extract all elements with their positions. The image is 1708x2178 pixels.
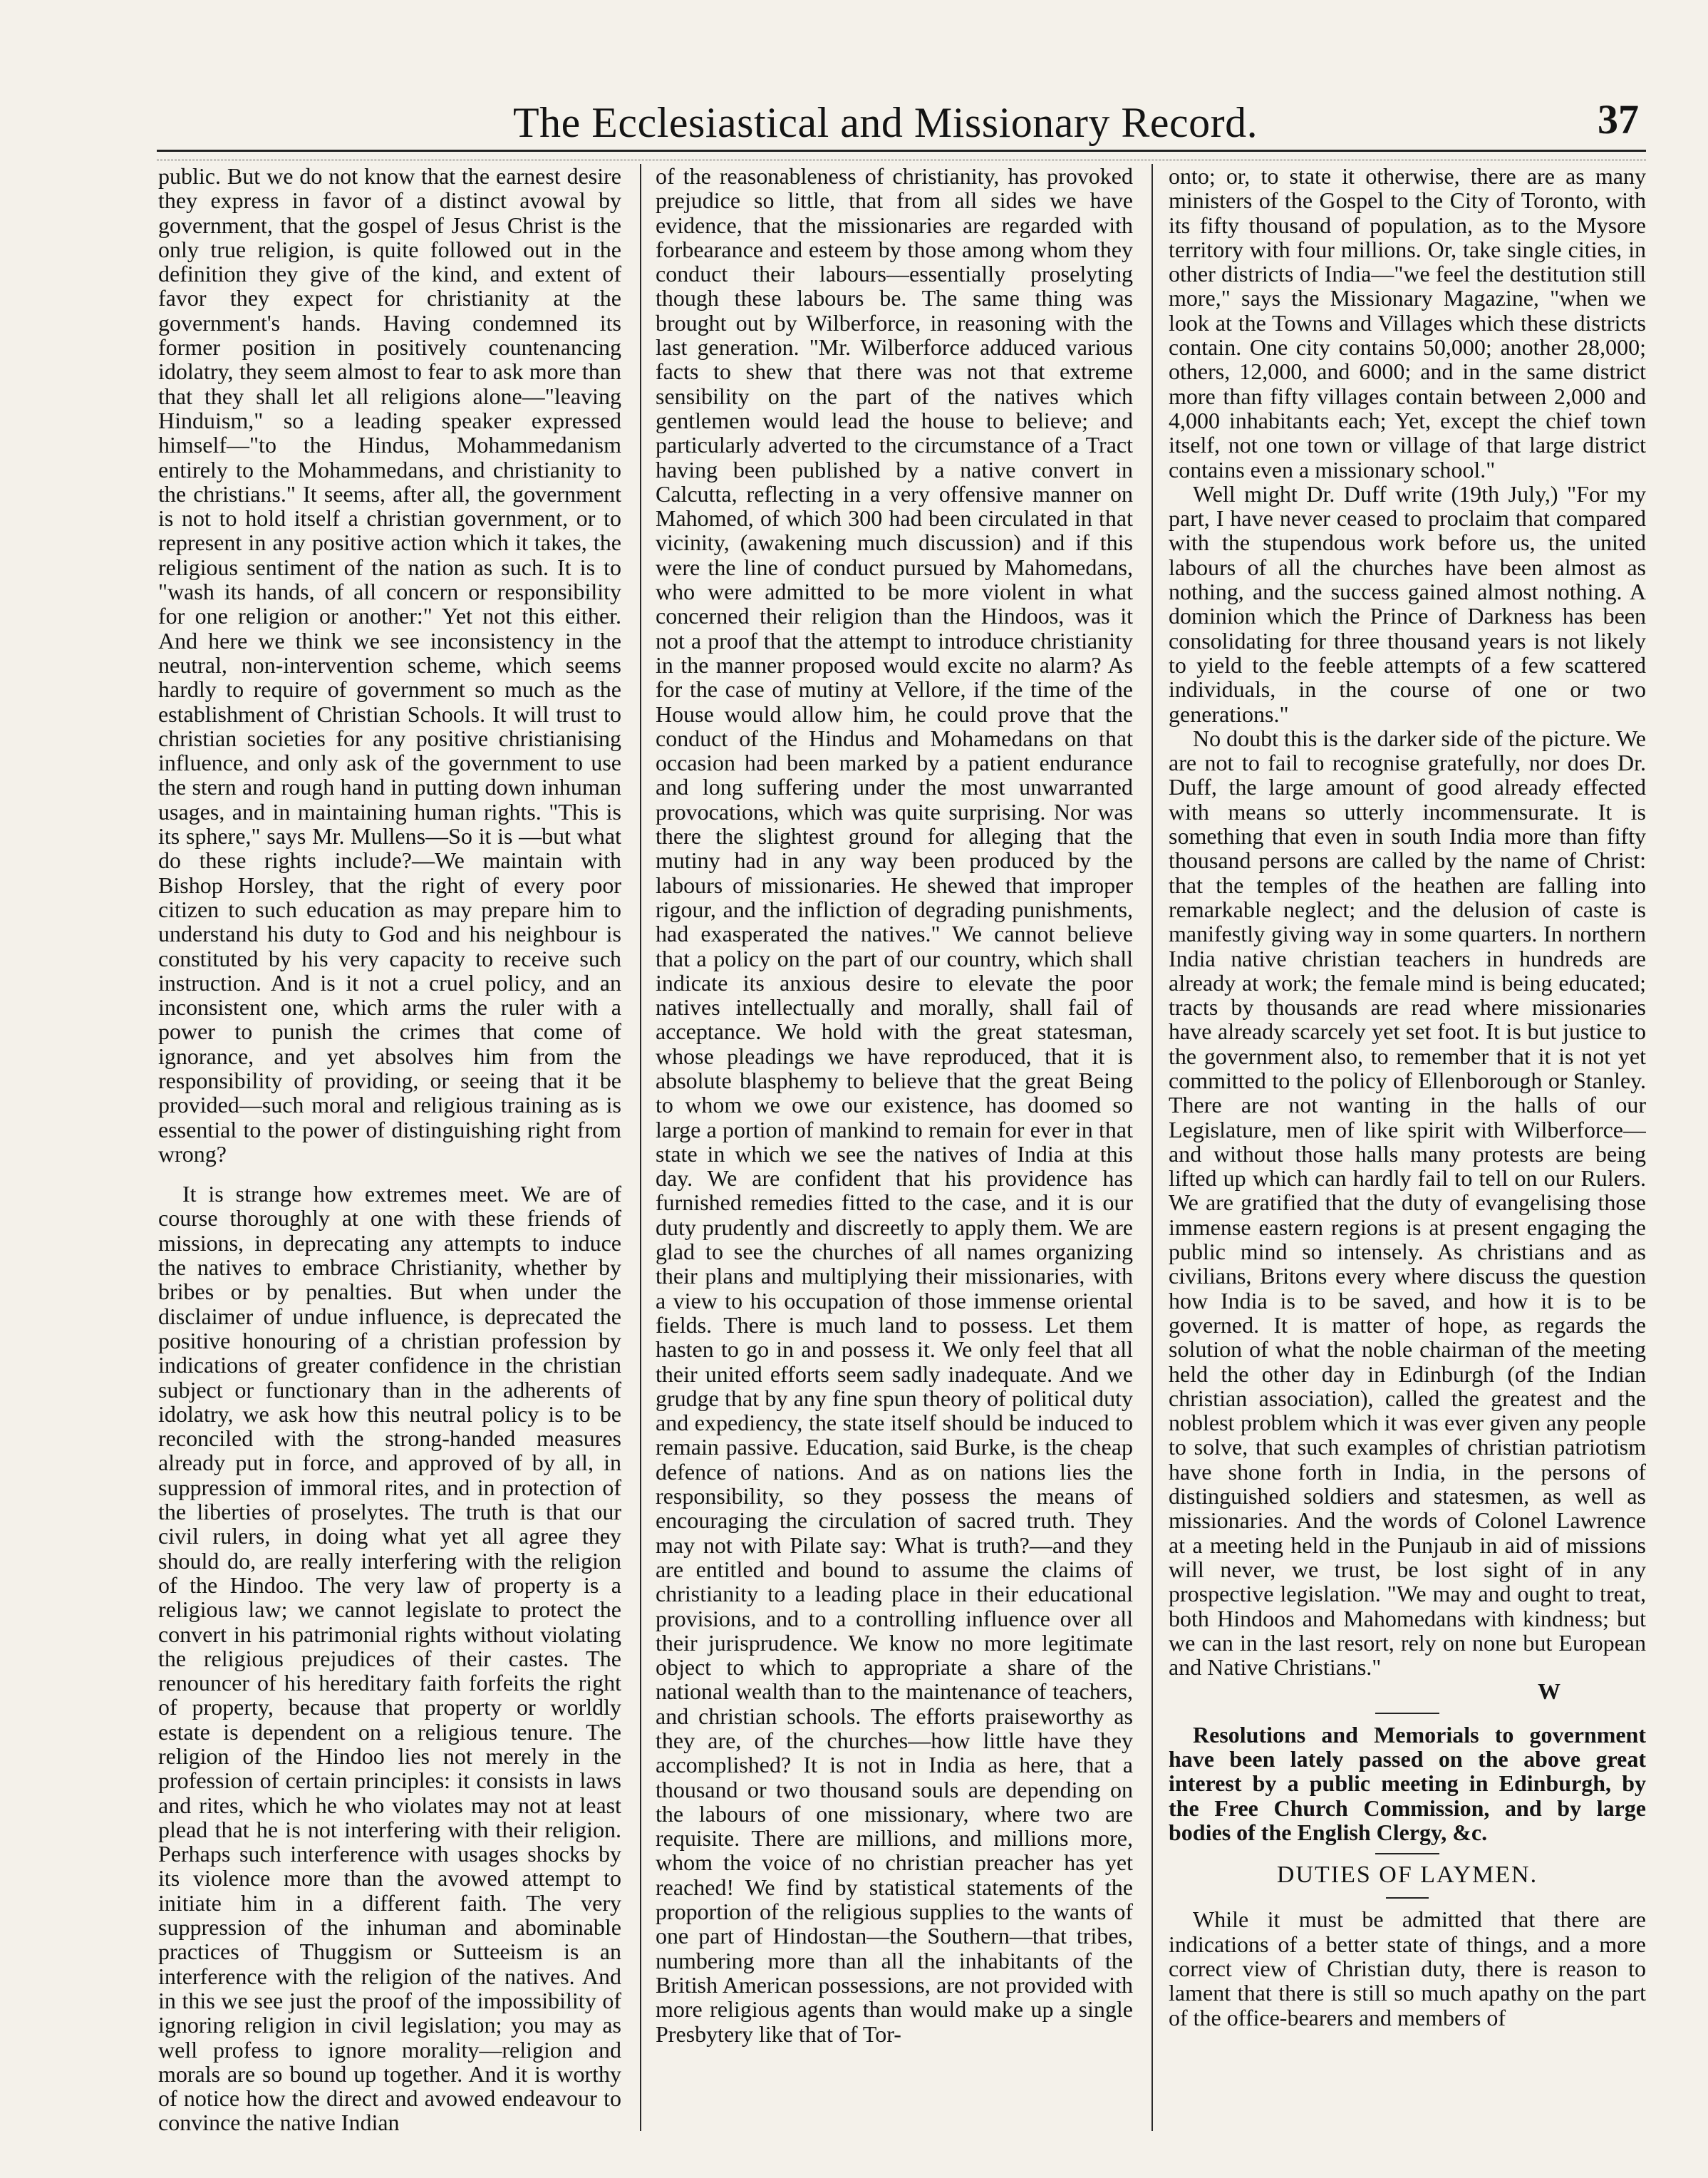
running-title: The Ecclesiastical and Missionary Record. (513, 99, 1258, 146)
column-3 (1169, 164, 1646, 2138)
paragraph: of the reasonableness of christianity, has provoked prejudice so little, that from all sides we have evidence, that the missionaries are regarded with forbearance and esteem by those among whom they conduct their labours—essentially proselyting though these labours be. The same thing was brought out by Wilberforce, in reasoning with the last generation. "Mr. Wilberforce adduced various facts to shew that there was not that extreme sensibility on the part of the natives which gentlemen would lead the house to believe; and particularly adverted to the circumstance of a Tract having been published by a native convert in Calcutta, reflecting in a very offensive manner on Mahomed, of which 300 had been circulated in that vicinity, (awakening much discussion) and if this were the line of conduct pursued by Mahomedans, who were admitted to be more violent in what concerned their religion than the Hindoos, was it not a proof that the attempt to introduce christianity in the manner proposed would excite no alarm? As for the case of mutiny at Vellore, if the time of the House would allow him, he could prove that the conduct of the Hindus and Mohamedans on that occasion had been marked by a patient endurance and long suffering under the most unwarranted provocations, which was quite surprising. Nor was there the slightest ground for alleging that the mutiny had in any way been produced by the labours of missionaries. He shewed that improper rigour, and the infliction of degrading punishments, had exasperated the natives." We cannot believe that a policy on the part of our country, which shall indicate its anxious desire to elevate the poor natives intellectually and morally, shall fail of acceptance. We hold with the great statesman, whose pleadings we have reproduced, that it is absolute blasphemy to believe that the great Being to whom we owe our existence, has doomed so large a portion of mankind to remain for ever in that state in which we see the natives of India at this day. We are confident that his providence has furnished remedies fitted to the case, and it is our duty prudently and discreetly to apply them. We are glad to see the churches of all names organizing their plans and multiplying their missionaries, with a view to his occupation of those immense oriental fields. There is much land to possess. Let them hasten to go in and possess it. We only feel that all their united efforts seem sadly inadequate. And we grudge that by any fine spun theory of political duty and expediency, the state itself should be induced to remain passive. Education, said Burke, is the cheap defence of nations. And as on nations lies the responsibility, so they possess the means of encouraging the circulation of sacred truth. They may not with Pilate say: What is truth?—and they are entitled and bound to assume the claims of christianity to a leading place in their educational provisions, and to a controlling influence over all their jurisprudence. We know no more legitimate object to which to appropriate a share of the national wealth than to the maintenance of teachers, and christian schools. The efforts praiseworthy as they are, of the churches—how little have they accomplished? It is not in India as here, that a thousand or two thousand souls are depending on the labours of one missionary, where two are requisite. There are millions, and millions more, whom the voice of no christian preacher has yet reached! We find by statistical statements of the proportion of the religious supplies to the wants of one part of Hindostan—the Southern—that tribes, numbering more than all the inhabitants of the British American possessions, are not provided with more religious agents than would make up a single Presbytery like that of Tor- (656, 164, 1133, 2047)
separator-rule (1375, 1713, 1439, 1714)
page-header (157, 86, 1646, 150)
paragraph: While it must be admitted that there are indications of a better state of things, and a more correct view of Christian duty, there is reason to lament that there is still so much apathy on the part of the office-bearers and members of (1169, 1906, 1646, 2030)
paragraph: public. But we do not know that the earnest desire they express in favor of a distinct avowal by government, that the gospel of Jesus Christ is the only true religion, is quite followed out in the definition they give of the kind, and extent of favor they expect for christianity at the government's hands. Having condemned its former position in positively countenancing idolatry, they seem almost to fear to ask more than that they shall let all religions alone—"leaving Hinduism," so a leading speaker expressed himself—"to the Hindus, Mohammedanism entirely to the Mohammedans, and christianity to the christians." It seems, after all, the government is not to hold itself a christian government, or to represent in any positive action which it takes, the religious sentiment of the nation as such. It is to "wash its hands, of all concern or responsibility for one religion or another:" Yet not this either. And here we think we see inconsistency in the neutral, non-intervention scheme, which seems hardly to require of government so much as the establishment of Christian Schools. It will trust to christian societies for any positive christianising influence, and only ask of the government to use the stern and rough hand in putting down inhuman usages, and in maintaining human rights. "This is its sphere," says Mr. Mullens—So it is —but what do these rights include?—We maintain with Bishop Horsley, that the right of every poor citizen to such education as may prepare him to understand his duty to God and his neighbour is constituted by his very capacity to receive such instruction. And is it not a cruel policy, and an inconsistent one, which arms the ruler with a power to punish the crimes that come of ignorance, and yet absolves him from the responsibility of providing, or seeing that it be provided—such moral and religious training as is essential to the power of distinguishing right from wrong? (158, 164, 621, 1167)
column-2 (656, 164, 1133, 2138)
separator-rule (1386, 1897, 1429, 1899)
paragraph: No doubt this is the darker side of the picture. We are not to fail to recognise gratefully, nor does Dr. Duff, the large amount of good already effected with means so utterly incommensurate. It is something that even in south India more than fifty thousand persons are called by the name of Christ: that the temples of the heathen are falling into remarkable neglect; and the delusion of caste is manifestly giving way in some quarters. In northern India native christian teachers in hundreds are already at work; the female mind is being educated; tracts by thousands are read where missionaries have already scarcely yet set foot. It is but justice to the government also, to remember that it is not yet committed to the policy of Ellenborough or Stanley. There are not wanting in the halls of our Legislature, men of like spirit with Wilberforce—and without those halls many protests are being lifted up which can hardly fail to tell on our Rulers. We are gratified that the duty of evangelising those immense eastern regions is at present engaging the public mind so intensely. As christians and as civilians, Britons every where discuss the question how India is to be saved, and how it is to be governed. It is matter of hope, as regards the solution of what the noble chairman of the meeting held the other day in Edinburgh (of the Indian christian association), called the greatest and the noblest problem which it was ever given any people to solve, that such examples of christian patriotism have shone forth in India, in the persons of distinguished soldiers and statesmen, as well as missionaries. And the words of Colonel Lawrence at a meeting held in the Punjaub in aid of missions will never, we trust, be lost sight of in any prospective legislation. "We may and ought to treat, both Hindoos and Mahomedans with kindness; but we can in the last resort, rely on none but European and Native Christians." (1169, 725, 1646, 1681)
section-heading: DUTIES OF LAYMEN. (1276, 1862, 1538, 1889)
paragraph: onto; or, to state it otherwise, there are as many ministers of the Gospel to the City of Toronto, with its fifty thousand of population, as to the Mysore territory with four millions. Or, take single cities, in other districts of India—"we feel the destitution still more," says the Missionary Magazine, "when we look at the Towns and Villages which these districts contain. One city contains 50,000; another 28,000; others, 12,000, and 6000; and in the same district more than fifty villages contain between 2,000 and 4,000 inhabitants each; Yet, except the chief town itself, not one town or village of that large district contains even a missionary school." (1169, 164, 1646, 482)
author-signature: W (1538, 1678, 1561, 1705)
separator-rule (1375, 1853, 1439, 1854)
paragraph: It is strange how extremes meet. We are of course thoroughly at one with these friends of missions, in deprecating any attempts to induce the natives to embrace Christianity, whether by bribes or by penalties. But when under the disclaimer of undue influence, is deprecated the positive honouring of a christian profession by indications of greater confidence in the christian subject or functionary than in the adherents of idolatry, we ask how this neutral policy is to be reconciled with the strong-handed measures already put in force, and approved of by all, in suppression of immoral rites, and in protection of the liberties of proselytes. The truth is that our civil rulers, in doing what yet all agree they should do, are really interfering with the religion of the Hindoo. The very law of property is a religious law; we cannot legislate to protect the convert in his patrimonial rights without violating the religious prejudices of their castes. The renouncer of his hereditary faith forfeits the right of property, because that property or worldly estate is dependent on a religious tenure. The religion of the Hindoo lies not merely in the profession of certain principles: it consists in laws and rites, which he who violates may not at least plead that he is not interfering with their religion. Perhaps such interference with usages shocks by its violence more than the avowed attempt to initiate him in a different faith. The very suppression of the inhuman and abominable practices of Thuggism or Sutteeism is an interference with the religion of the natives. And in this we see just the proof of the impossibility of ignoring religion in civil legislation; you may as well profess to ignore morality—religion and morals are so bound up together. And it is worthy of notice how the direct and avowed endeavour to convince the native Indian (158, 1181, 621, 2136)
column-1 (158, 164, 621, 2138)
paragraph: Well might Dr. Duff write (19th July,) "For my part, I have never ceased to proclaim that compared with the stupendous work before us, the united labours of all the churches have been almost as nothing, and the success gained almost nothing. A dominion which the Prince of Darkness has been consolidating for three thousand years is not likely to yield to the feeble attempts of a few scattered individuals, in the course of one or two generations." (1169, 480, 1646, 727)
column-divider-2 (1151, 164, 1153, 2131)
resolutions-note: Resolutions and Memorials to government have been lately passed on the above great interest by a public meeting in Edinburgh, by the Free Church Commission, and by large bodies of the English Clergy, &c. (1169, 1721, 1646, 1845)
header-rule (157, 150, 1646, 152)
page-number: 37 (1598, 96, 1639, 143)
column-divider-1 (640, 164, 641, 2131)
